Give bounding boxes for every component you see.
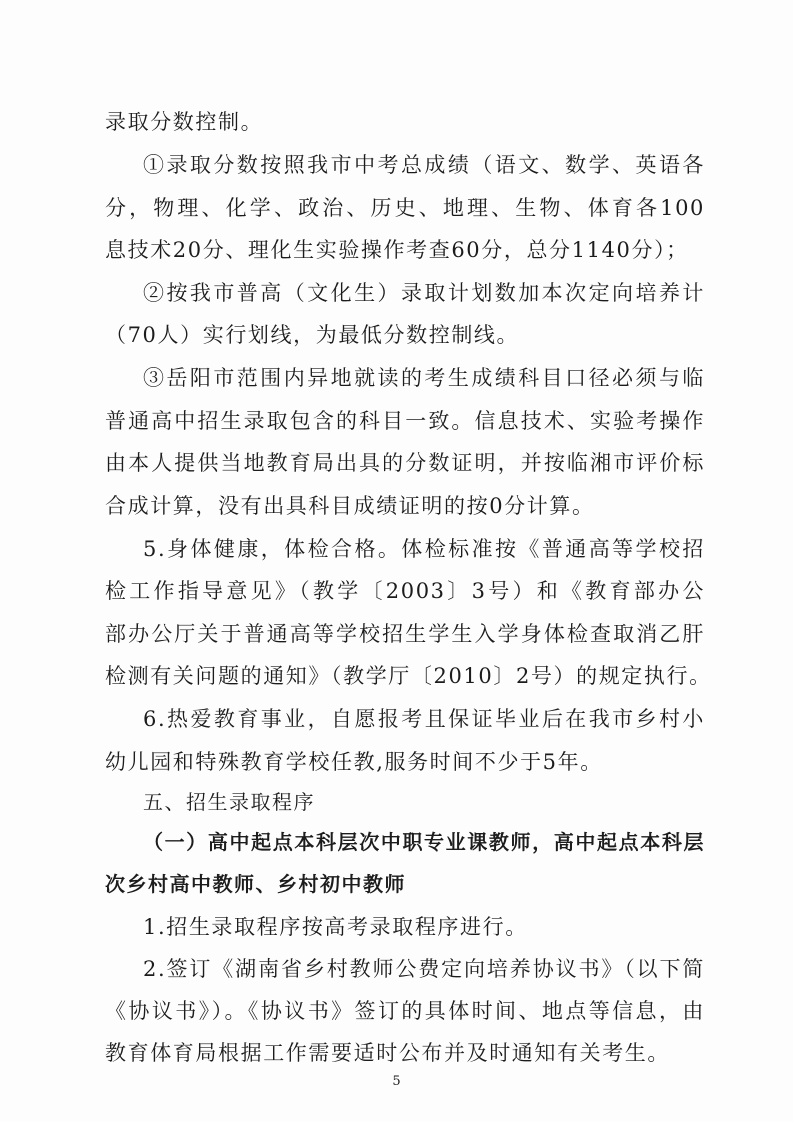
paragraph-line: 《协议书》）。《协议书》签订的具体时间、地点等信息，由: [105, 999, 705, 1023]
section-heading: 五、招生录取程序: [143, 790, 315, 814]
subsection-heading: 次乡村高中教师、乡村初中教师: [105, 872, 406, 896]
paragraph-line: 部办公厅关于普通高等学校招生学生入学身体检查取消乙肝: [105, 622, 705, 646]
paragraph-line: 6.热爱教育事业，自愿报考且保证毕业后在我市乡村小: [143, 707, 705, 731]
paragraph-line: 幼儿园和特殊教育学校任教,服务时间不少于5年。: [105, 750, 603, 774]
paragraph-line: （70人）实行划线，为最低分数控制线。: [105, 323, 520, 347]
paragraph-line: 5.身体健康，体检合格。体检标准按《普通高等学校招: [143, 537, 705, 561]
paragraph-line: 1.招生录取程序按高考录取程序进行。: [143, 915, 528, 939]
paragraph-line: 检工作指导意见》（教学〔2003〕3号）和《教育部办公: [105, 579, 705, 603]
paragraph-line: 教育体育局根据工作需要适时公布并及时通知有关考生。: [105, 1041, 670, 1065]
paragraph-line: 2.签订《湖南省乡村教师公费定向培养协议书》（以下简: [143, 957, 705, 981]
paragraph-line: ③岳阳市范围内异地就读的考生成绩科目口径必须与临: [143, 366, 705, 390]
paragraph-line: 由本人提供当地教育局出具的分数证明，并按临湘市评价标: [105, 451, 705, 475]
paragraph-line: 分，物理、化学、政治、历史、地理、生物、体育各100: [105, 196, 705, 220]
paragraph-line: 合成计算，没有出具科目成绩证明的按0分计算。: [105, 494, 595, 518]
paragraph-line: ①录取分数按照我市中考总成绩（语文、数学、英语各: [143, 153, 705, 177]
page-number: 5: [392, 1074, 401, 1089]
paragraph-line: 普通高中招生录取包含的科目一致。信息技术、实验考操作: [105, 409, 705, 433]
paragraph-line: 录取分数控制。: [105, 110, 264, 134]
paragraph-line: 检测有关问题的通知》（教学厅〔2010〕2号）的规定执行。: [105, 664, 712, 688]
paragraph-line: ②按我市普高（文化生）录取计划数加本次定向培养计: [143, 281, 705, 305]
subsection-heading: （一）高中起点本科层次中职专业课教师，高中起点本科层: [143, 830, 705, 854]
paragraph-line: 息技术20分、理化生实验操作考查60分，总分1140分）；: [105, 238, 689, 262]
